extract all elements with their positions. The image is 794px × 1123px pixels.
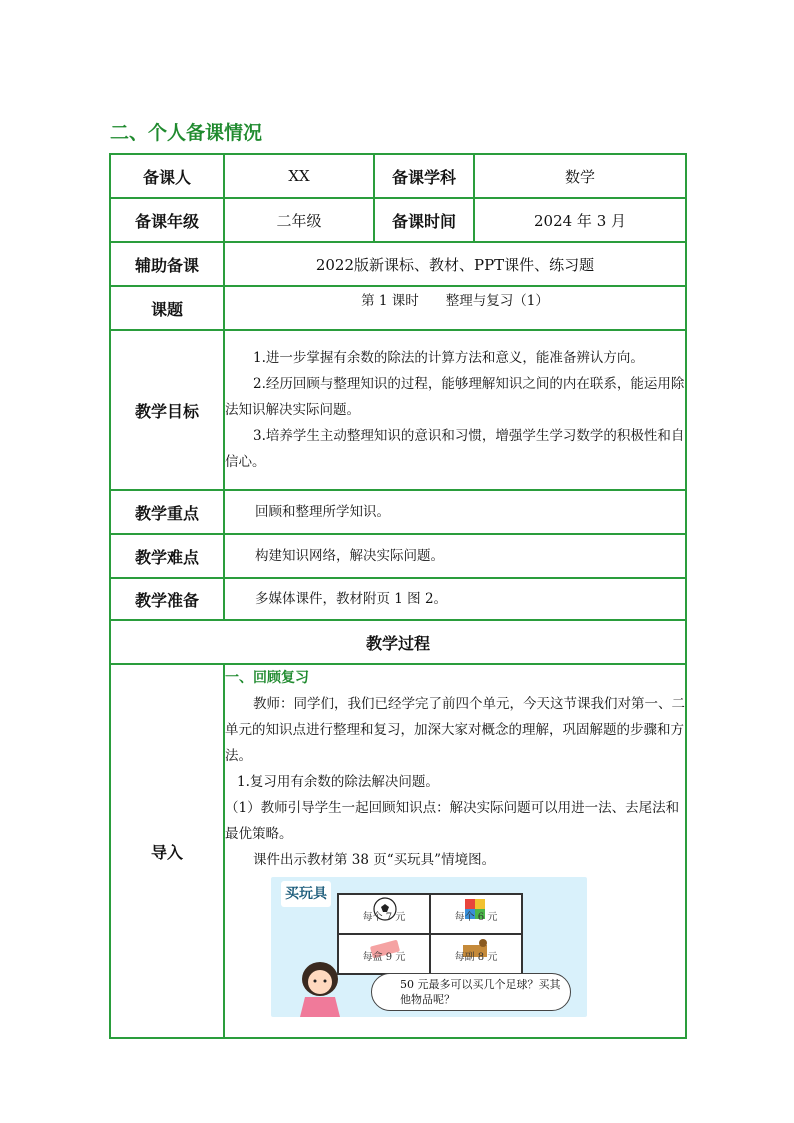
goal-item: 2.经历回顾与整理知识的过程，能够理解知识之间的内在联系，能运用除法知识解决实际问题。 <box>225 376 685 418</box>
goal-item: 1.进一步掌握有余数的除法的计算方法和意义，能准备辨认方向。 <box>253 350 644 366</box>
difficulty-value: 构建知识网络，解决实际问题。 <box>224 534 686 578</box>
toy-price: 每副 8 元 <box>454 952 498 963</box>
prep-label: 教学准备 <box>110 578 224 620</box>
goal-item: 3.培养学生主动整理知识的意识和习惯，增强学生学习数学的积极性和自信心。 <box>225 428 685 470</box>
subject-value: 数学 <box>474 154 686 198</box>
subject-label: 备课学科 <box>374 154 474 198</box>
grade-label: 备课年级 <box>110 198 224 242</box>
toy-scene-title: 买玩具 <box>281 881 331 907</box>
intro-label: 导入 <box>110 664 224 1038</box>
aux-label: 辅助备课 <box>110 242 224 286</box>
intro-paragraph: （1）教师引导学生一起回顾知识点：解决实际问题可以用进一法、去尾法和最优策略。 <box>225 800 680 842</box>
topic-label: 课题 <box>110 286 224 330</box>
time-value: 2024 年 3 月 <box>474 198 686 242</box>
prep-value: 多媒体课件，教材附页 1 图 2。 <box>224 578 686 620</box>
aux-value: 2022版新课标、教材、PPT课件、练习题 <box>224 242 686 286</box>
intro-heading: 一、回顾复习 <box>225 670 309 686</box>
toy-cell-football <box>338 894 430 934</box>
topic-value: 第 1 课时 整理与复习（1） <box>224 286 686 330</box>
toy-scene-image <box>271 877 587 1017</box>
toy-price-grid <box>337 893 523 975</box>
teacher-label: 备课人 <box>110 154 224 198</box>
toy-price: 每盒 9 元 <box>362 952 406 963</box>
difficulty-label: 教学难点 <box>110 534 224 578</box>
toy-price: 每个 7 元 <box>362 912 406 923</box>
grade-value: 二年级 <box>224 198 374 242</box>
intro-paragraph: 课件出示教材第 38 页“买玩具”情境图。 <box>253 852 496 868</box>
toy-price: 每个 6 元 <box>454 912 498 923</box>
intro-paragraph: 教师：同学们，我们已经学完了前四个单元，今天这节课我们对第一、二单元的知识点进行整理和复习，加深大家对概念的理解，巩固解题的步骤和方法。 <box>225 696 685 764</box>
speech-bubble: 50 元最多可以买几个足球？买其他物品呢？ <box>371 973 571 1011</box>
key-value: 回顾和整理所学知识。 <box>224 490 686 534</box>
intro-paragraph: 1.复习用有余数的除法解决问题。 <box>237 774 439 790</box>
lesson-plan-table <box>109 153 687 1039</box>
teacher-value: XX <box>224 154 374 198</box>
intro-cell <box>224 664 686 1038</box>
girl-illustration-icon <box>285 957 355 1017</box>
key-label: 教学重点 <box>110 490 224 534</box>
process-heading: 教学过程 <box>110 620 686 664</box>
goals-label: 教学目标 <box>110 330 224 490</box>
section-title: 二、个人备课情况 <box>110 122 263 144</box>
goals-cell <box>224 330 686 490</box>
toy-cell-chess <box>430 934 522 974</box>
toy-cell-cube <box>430 894 522 934</box>
time-label: 备课时间 <box>374 198 474 242</box>
